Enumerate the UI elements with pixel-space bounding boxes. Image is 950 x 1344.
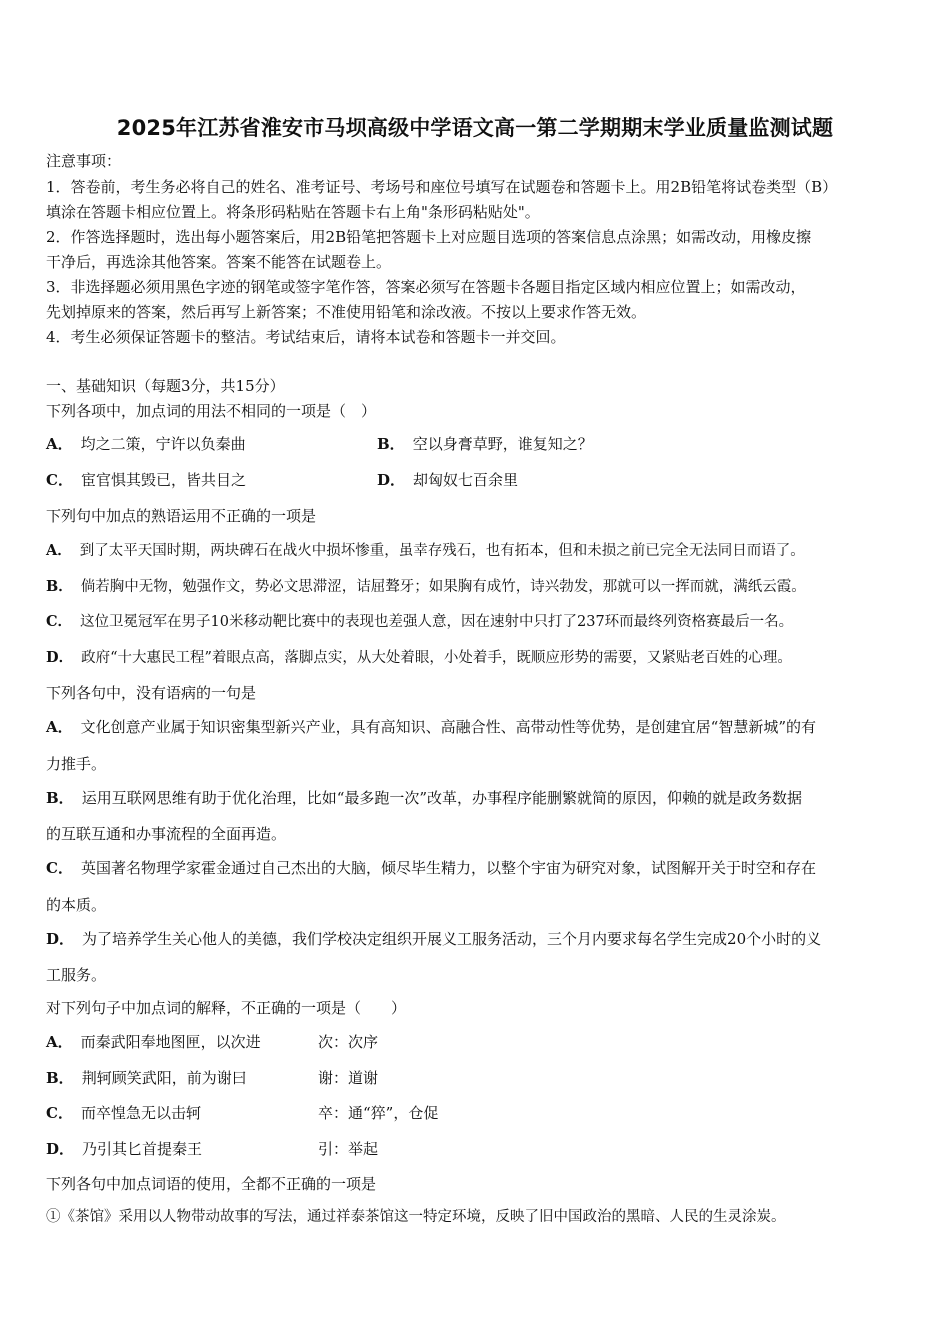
option-c	[46, 612, 793, 632]
question-stem: 下列各项中，加点词的用法不相同的一项是（ ）	[46, 402, 377, 420]
option-b	[46, 788, 802, 808]
option-label: D．	[46, 1140, 75, 1158]
option-label: C．	[46, 613, 73, 630]
question-stem: 下列各句中加点词语的使用，全都不正确的一项是	[46, 1175, 377, 1193]
notice-line: 4．考生必须保证答题卡的整洁。考试结束后，请将本试卷和答题卡一并交回。	[46, 328, 566, 346]
option-label: A．	[46, 718, 73, 736]
option-d	[46, 1139, 202, 1159]
question-stem: 下列句中加点的熟语运用不正确的一项是	[46, 507, 317, 525]
option-text: 文化创意产业属于知识密集型新兴产业，具有高知识、高融合性、高带动性等优势，是创建宜居“智慧新城”的有	[80, 718, 816, 736]
notice-line: 先划掉原来的答案，然后再写上新答案；不准使用铅笔和涂改液。不按以上要求作答无效。	[46, 303, 647, 321]
option-label: A．	[46, 542, 72, 559]
option-d	[46, 648, 792, 668]
option-b-continued: 的互联互通和办事流程的全面再造。	[46, 825, 287, 843]
option-text: 均之二策，宁许以负秦曲	[80, 435, 246, 453]
option-label: B．	[377, 435, 405, 453]
option-b-explanation: 谢：道谢	[318, 1069, 379, 1087]
notice-line: 2．作答选择题时，选出每小题答案后，用2B铅笔把答题卡上对应题目选项的答案信息点涂黑；如需改动，用橡皮擦	[46, 228, 812, 246]
option-c	[46, 470, 246, 490]
option-a	[46, 541, 805, 561]
option-d-continued: 工服务。	[46, 966, 107, 984]
option-label: B．	[46, 789, 74, 807]
option-label: D．	[46, 649, 74, 666]
option-b	[46, 577, 806, 597]
option-label: D．	[46, 930, 75, 948]
page-title: 2025年江苏省淮安市马坝高级中学语文高一第二学期期末学业质量监测试题	[116, 116, 834, 140]
option-label: C．	[46, 1104, 73, 1122]
option-label: A．	[46, 1033, 73, 1051]
option-b	[46, 1068, 247, 1088]
option-a	[46, 1032, 261, 1052]
list-item: ①《茶馆》采用以人物带动故事的写法，通过祥泰茶馆这一特定环境，反映了旧中国政治的黑暗、人民的生灵涂炭。	[46, 1209, 786, 1225]
option-text: 荆轲顾笑武阳，前为谢曰	[81, 1069, 247, 1087]
option-c	[46, 1103, 201, 1123]
notice-line: 1．答卷前，考生务必将自己的姓名、准考证号、考场号和座位号填写在试题卷和答题卡上。用2B铅笔将试卷类型（B）	[46, 178, 838, 196]
option-label: A．	[46, 435, 73, 453]
option-label: B．	[46, 1069, 74, 1087]
option-c-explanation: 卒：通“猝”，仓促	[318, 1104, 439, 1122]
option-text: 乃引其匕首提秦王	[82, 1140, 203, 1158]
option-label: D．	[377, 471, 406, 489]
option-text: 倘若胸中无物，勉强作文，势必文思滞涩，诘屈聱牙；如果胸有成竹，诗兴勃发，那就可以一挥而就，满纸云霞。	[80, 579, 806, 595]
option-text: 宦官惧其毁已，皆共目之	[80, 471, 246, 489]
option-d	[46, 929, 821, 949]
question-stem: 对下列句子中加点词的解释，不正确的一项是（ ）	[46, 999, 407, 1017]
option-label: B．	[46, 578, 73, 595]
option-c	[46, 858, 816, 878]
option-text: 而秦武阳奉地图匣，以次进	[80, 1033, 261, 1051]
option-label: C．	[46, 859, 73, 877]
option-c-continued: 的本质。	[46, 896, 107, 914]
option-a-explanation: 次：次序	[318, 1033, 379, 1051]
option-a	[46, 717, 816, 737]
question-stem: 下列各句中，没有语病的一句是	[46, 684, 257, 702]
option-text: 空以身膏草野，谁复知之？	[412, 435, 593, 453]
option-text: 政府“十大惠民工程”着眼点高，落脚点实，从大处着眼，小处着手，既顺应形势的需要，又紧贴老百姓的心理。	[81, 650, 792, 666]
option-a-continued: 力推手。	[46, 755, 107, 773]
notice-line: 填涂在答题卡相应位置上。将条形码粘贴在答题卡右上角"条形码粘贴处"。	[46, 203, 540, 221]
section-heading: 一、基础知识（每题3分，共15分）	[46, 377, 285, 395]
option-text: 却匈奴七百余里	[413, 471, 519, 489]
option-text: 运用互联网思维有助于优化治理，比如“最多跑一次”改革，办事程序能删繁就简的原因，仰赖的就是政务数据	[81, 789, 803, 807]
option-text: 到了太平天国时期，两块碑石在战火中损坏惨重，虽幸存残石，也有拓本，但和未损之前已完全无法同日而语了。	[79, 543, 805, 559]
option-a	[46, 434, 246, 454]
option-d	[377, 470, 518, 490]
option-text: 而卒惶急无以击轲	[80, 1104, 201, 1122]
option-text: 英国著名物理学家霍金通过自己杰出的大脑，倾尽毕生精力，以整个宇宙为研究对象，试图解开关于时空和存在	[80, 859, 816, 877]
option-b	[377, 434, 593, 454]
option-label: C．	[46, 471, 73, 489]
option-text: 为了培养学生关心他人的美德，我们学校决定组织开展义工服务活动，三个月内要求每名学生完成20个小时的义	[82, 930, 822, 948]
notice-heading: 注意事项：	[46, 152, 122, 170]
notice-line: 干净后，再选涂其他答案。答案不能答在试题卷上。	[46, 253, 392, 271]
notice-line: 3．非选择题必须用黑色字迹的钢笔或签字笔作答，答案必须写在答题卡各题目指定区域内相应位置上；如需改动，	[46, 278, 806, 296]
option-text: 这位卫冕冠军在男子10米移动靶比赛中的表现也差强人意，因在速射中只打了237环而最终列资格赛最后一名。	[80, 614, 794, 630]
option-d-explanation: 引：举起	[318, 1140, 379, 1158]
